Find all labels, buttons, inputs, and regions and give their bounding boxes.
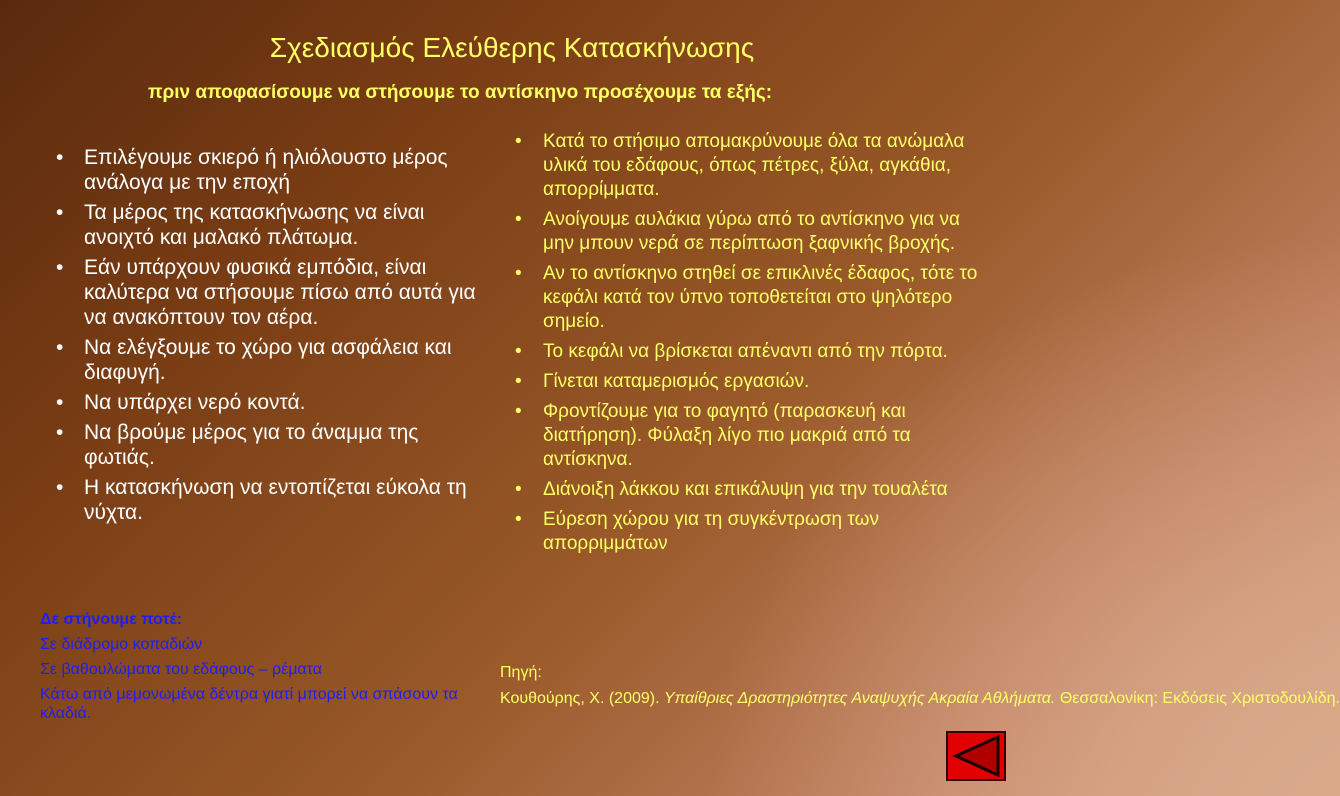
- bullet-icon: •: [515, 209, 522, 230]
- source-label: Πηγή:: [500, 664, 542, 681]
- bullet-icon: •: [515, 131, 522, 152]
- list-item: • Εάν υπάρχουν φυσικά εμπόδια, είναι καλύτερα να στήσουμε πίσω από αυτά για να ανακόπτουν τον αέρα.: [56, 256, 476, 329]
- list-item: • Διάνοιξη λάκκου και επικάλυψη για την τουαλέτα: [515, 479, 948, 500]
- bullet-icon: •: [56, 476, 64, 499]
- bullet-icon: •: [515, 479, 522, 500]
- never-item: Κάτω από μεμονωμένα δέντρα γιατί μπορεί να σπάσουν τα κλαδιά.: [40, 686, 458, 722]
- back-arrow-icon: [948, 733, 1004, 779]
- list-item: • Φροντίζουμε για το φαγητό (παρασκευή και διατήρηση). Φύλαξη λίγο πιο μακριά από τα αντίσκηνα.: [515, 401, 911, 470]
- list-item: • Γίνεται καταμερισμός εργασιών.: [515, 371, 810, 392]
- never-item: Σε διάδρομο κοπαδιών: [40, 636, 203, 653]
- list-item: • Ανοίγουμε αυλάκια γύρω από το αντίσκηνο για να μην μπουν νερά σε περίπτωση ξαφνικής βροχής.: [515, 209, 960, 254]
- slide-subtitle: πριν αποφασίσουμε να στήσουμε το αντίσκηνο προσέχουμε τα εξής:: [147, 82, 773, 103]
- left-bullet-list: [56, 145, 484, 530]
- list-item: • Το κεφάλι να βρίσκεται απέναντι από την πόρτα.: [515, 341, 948, 362]
- bullet-icon: •: [56, 201, 64, 224]
- list-item: • Εύρεση χώρου για τη συγκέντρωση των απορριμμάτων: [515, 509, 879, 554]
- bullet-icon: •: [56, 336, 64, 359]
- never-pitch-box: [40, 610, 480, 729]
- bullet-icon: •: [56, 421, 64, 444]
- bullet-icon: •: [515, 371, 522, 392]
- list-item: • Να υπάρχει νερό κοντά.: [56, 391, 306, 414]
- bullet-icon: •: [515, 509, 522, 530]
- right-bullet-list: [515, 130, 983, 562]
- list-item: • Επιλέγουμε σκιερό ή ηλιόλουστο μέρος ανάλογα με την εποχή: [56, 146, 448, 194]
- bullet-icon: •: [515, 341, 522, 362]
- bullet-icon: •: [56, 146, 64, 169]
- list-item: • Τα μέρος της κατασκήνωσης να είναι ανοιχτό και μαλακό πλάτωμα.: [56, 201, 425, 249]
- list-item: • Κατά το στήσιμο απομακρύνουμε όλα τα ανώμαλα υλικά του εδάφους, όπως πέτρες, ξύλα, αγκάθια, απορρίμματα.: [515, 131, 965, 200]
- bullet-icon: •: [515, 263, 522, 284]
- back-button[interactable]: [946, 731, 1006, 781]
- bullet-icon: •: [56, 391, 64, 414]
- bullet-icon: •: [56, 256, 64, 279]
- never-heading: Δε στήνουμε ποτέ:: [40, 611, 183, 628]
- source-publisher: Θεσσαλονίκη: Εκδόσεις Χριστοδουλίδη.: [1055, 690, 1340, 707]
- source-author: Κουθούρης, Χ. (2009).: [500, 690, 664, 707]
- source-book-title: Υπαίθριες Δραστηριότητες Αναψυχής Ακραία Αθλήματα.: [663, 690, 1056, 707]
- list-item: • Να βρούμε μέρος για το άναμμα της φωτιάς.: [56, 421, 419, 469]
- list-item: • Αν το αντίσκηνο στηθεί σε επικλινές έδαφος, τότε το κεφάλι κατά τον ύπνο τοποθετείται στο ψηλότερο σημείο.: [515, 263, 978, 332]
- list-item: • Να ελέγξουμε το χώρο για ασφάλεια και διαφυγή.: [56, 336, 452, 384]
- slide-title: Σχεδιασμός Ελεύθερης Κατασκήνωσης: [269, 32, 755, 63]
- list-item: • Η κατασκήνωση να εντοπίζεται εύκολα τη νύχτα.: [56, 476, 467, 524]
- never-item: Σε βαθουλώματα του εδάφους – ρέματα: [40, 661, 323, 678]
- bullet-icon: •: [515, 401, 522, 422]
- source-citation: [500, 660, 1340, 712]
